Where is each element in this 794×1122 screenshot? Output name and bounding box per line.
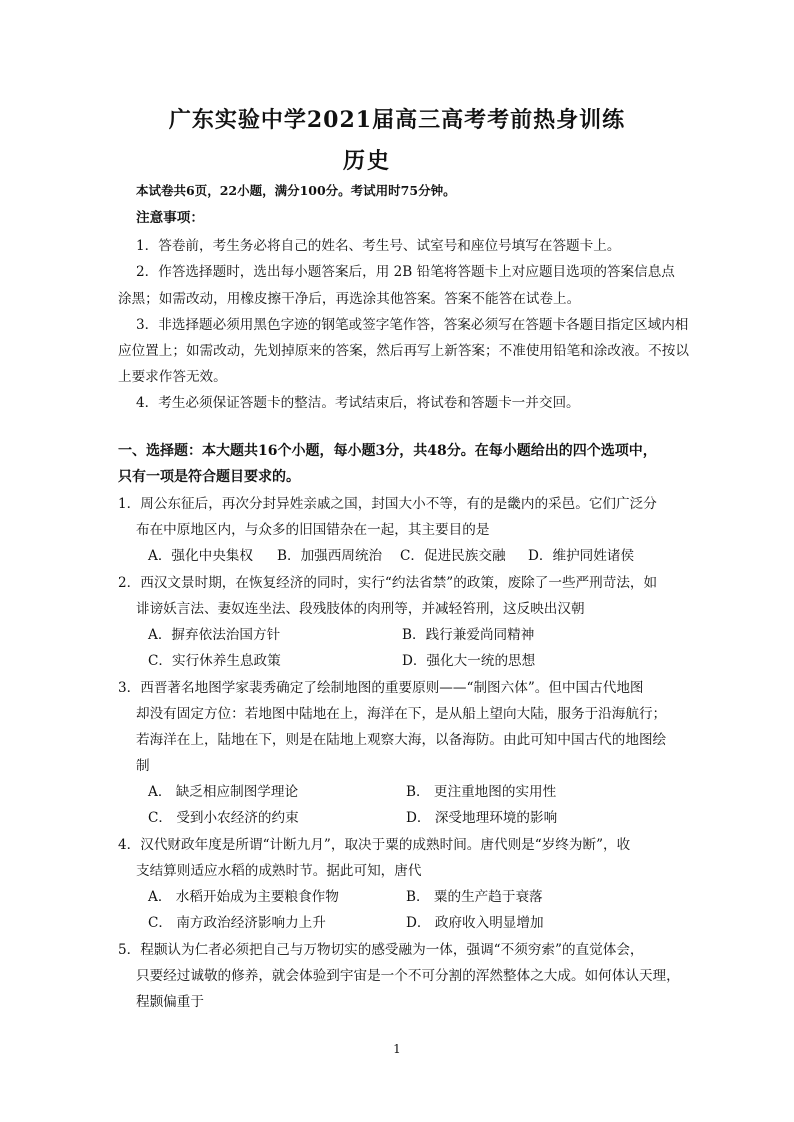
page-number: 1	[393, 1042, 401, 1056]
exam-title: 广东实验中学2021届高三高考考前热身训练	[168, 107, 626, 133]
question-text: 若海洋在上，陆地在下，则是在陆地上观察大海，以备海防。由此可知中国古代的地图绘	[136, 732, 667, 748]
question-text: 支结算则适应水稻的成熟时节。据此可知，唐代	[136, 863, 422, 879]
question-text: 却没有固定方位：若地图中陆地在上，海洋在下，是从船上望向大陆，服务于沿海航行；	[136, 706, 667, 722]
notice-item: 涂黑；如需改动，用橡皮擦干净后，再选涂其他答案。答案不能答在试卷上。	[118, 291, 581, 307]
exam-intro: 本试卷共6页，22小题，满分100分。考试用时75分钟。	[136, 183, 456, 198]
option-d: D．维护同姓诸侯	[528, 548, 635, 564]
notice-item: 2．作答选择题时，选出每小题答案后，用 2B 铅笔将答题卡上对应题目选项的答案信息点	[136, 264, 675, 280]
notice-item: 4．考生必须保证答题卡的整洁。考试结束后，将试卷和答题卡一并交回。	[136, 395, 580, 411]
subject-title: 历史	[343, 148, 392, 174]
option-a: A． 缺乏相应制图学理论	[148, 784, 299, 800]
option-d: D． 政府收入明显增加	[406, 915, 544, 931]
notice-item: 应位置上；如需改动，先划掉原来的答案，然后再写上新答案；不准使用铅笔和涂改液。不按以	[118, 343, 689, 359]
option-c: C．实行休养生息政策	[148, 653, 281, 669]
notice-heading: 注意事项：	[136, 210, 204, 226]
option-b: B．加强西周统治	[277, 548, 383, 564]
option-a: A．摒弃依法治国方针	[148, 627, 281, 643]
question-text: 布在中原地区内，与众多的旧国错杂在一起，其主要目的是	[136, 522, 490, 538]
option-d: D．强化大一统的思想	[402, 653, 536, 669]
question-text: 只要经过诚敬的修养，就会体验到宇宙是一个不可分割的浑然整体之大成。如何体认天理，	[136, 968, 680, 984]
option-b: B． 粟的生产趋于衰落	[406, 889, 543, 905]
option-d: D． 深受地理环境的影响	[406, 810, 558, 826]
question-text: 制	[136, 758, 150, 774]
question-text: 程颢偏重于	[136, 994, 204, 1010]
option-b: B．践行兼爱尚同精神	[402, 627, 535, 643]
question-text: 4．汉代财政年度是所谓“计断九月”，取决于粟的成熟时间。唐代则是“岁终为断”，收	[118, 837, 631, 853]
question-text: 1．周公东征后，再次分封异姓亲戚之国，封国大小不等，有的是畿内的采邑。它们广泛分	[118, 496, 657, 512]
option-a: A．强化中央集权	[148, 548, 253, 564]
question-text: 5．程颢认为仁者必须把自己与万物切实的感受融为一体，强调“不须穷索”的直觉体会，	[118, 942, 644, 958]
question-text: 2．西汉文景时期，在恢复经济的同时，实行“约法省禁”的政策，废除了一些严刑苛法，如	[118, 575, 658, 591]
option-a: A． 水稻开始成为主要粮食作物	[148, 889, 339, 905]
section-heading: 只有一项是符合题目要求的。	[118, 469, 300, 485]
option-c: C．促进民族交融	[400, 548, 506, 564]
option-b: B． 更注重地图的实用性	[406, 784, 557, 800]
notice-item: 上要求作答无效。	[118, 369, 227, 385]
option-c: C． 南方政治经济影响力上升	[148, 915, 326, 931]
question-text: 诽谤妖言法、妻奴连坐法、段残肢体的肉刑等，并减轻笞刑，这反映出汉朝	[136, 601, 585, 617]
section-heading: 一、选择题：本大题共16个小题，每小题3分，共48分。在每小题给出的四个选项中，	[118, 443, 657, 459]
option-c: C． 受到小农经济的约束	[148, 810, 299, 826]
question-text: 3．西晋著名地图学家裴秀确定了绘制地图的重要原则——“制图六体”。但中国古代地图	[118, 680, 644, 696]
notice-item: 1．答卷前，考生务必将自己的姓名、考生号、试室号和座位号填写在答题卡上。	[136, 238, 621, 254]
notice-item: 3．非选择题必须用黑色字迹的钢笔或签字笔作答，答案必须写在答题卡各题目指定区域内相	[136, 317, 689, 333]
